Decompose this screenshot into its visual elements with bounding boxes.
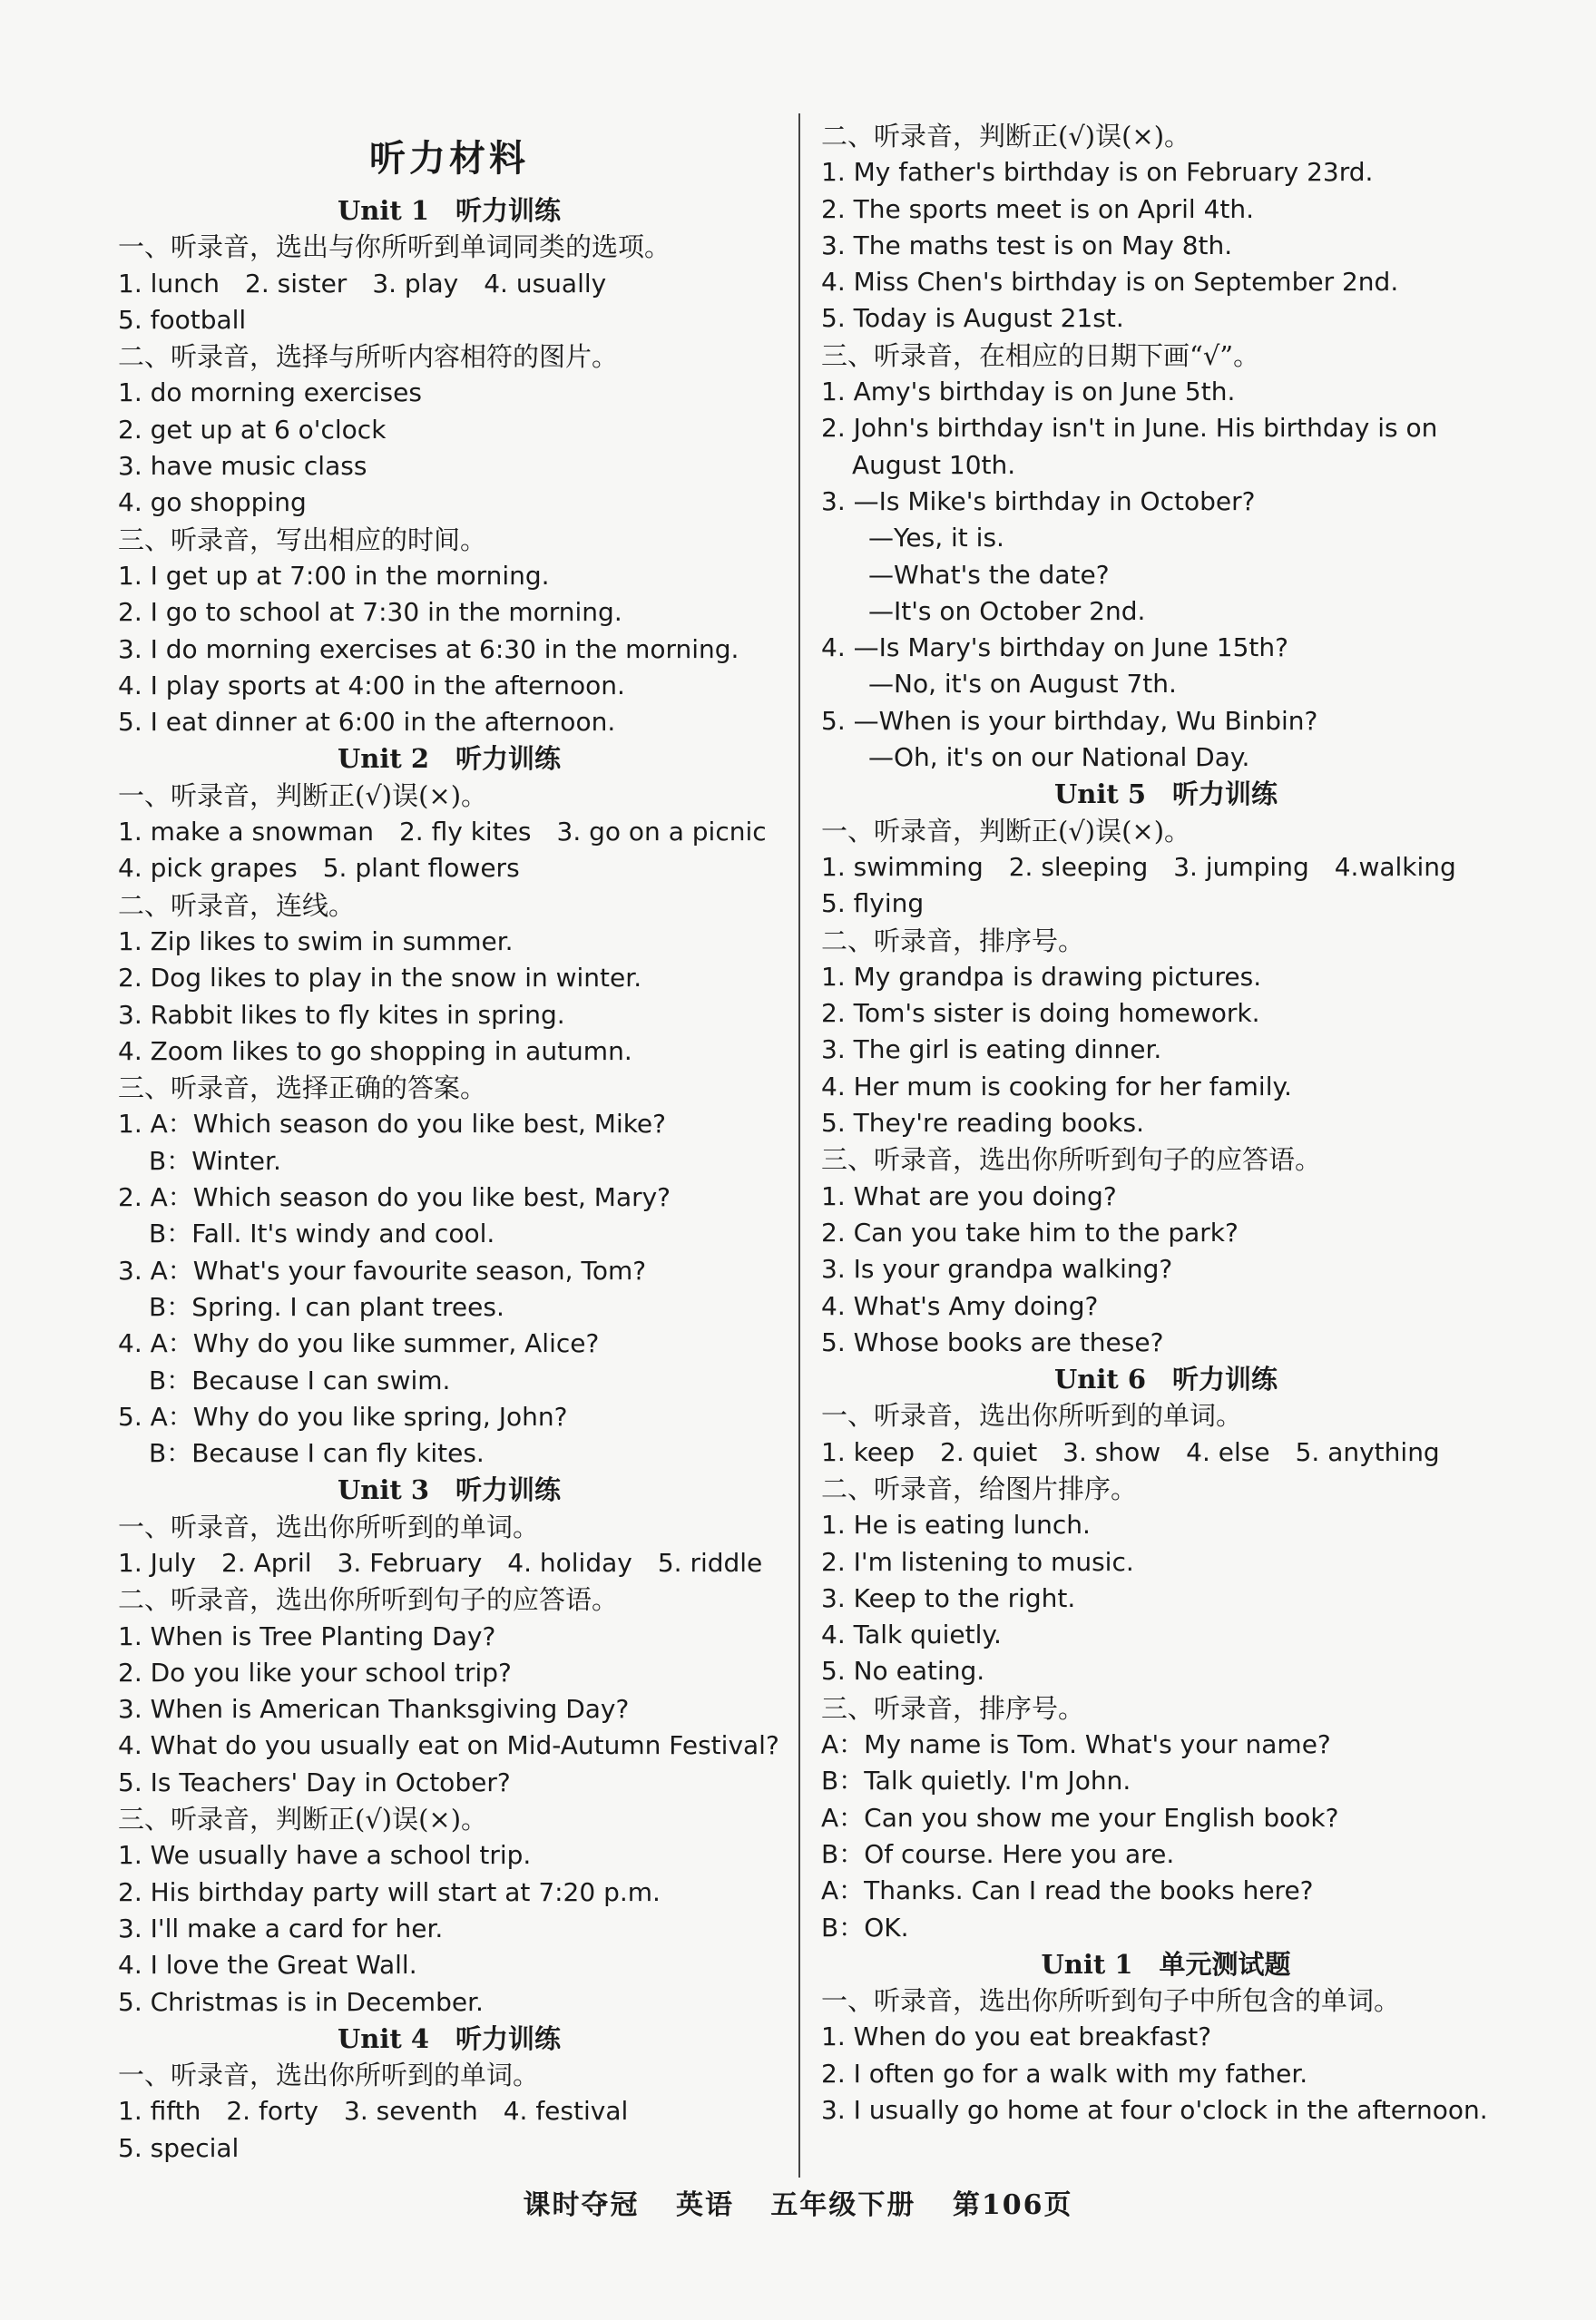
section-instruction: 二、听录音，选择与所听内容相符的图片。 [118, 341, 619, 373]
exercise-line: A：Thanks. Can I read the books here? [821, 1875, 1314, 1906]
exercise-line: 3. I do morning exercises at 6:30 in the morning. [118, 633, 739, 664]
exercise-line: 5. Is Teachers' Day in October? [118, 1767, 511, 1797]
exercise-line: 2. Can you take him to the park? [821, 1217, 1239, 1248]
exercise-line: 4. A：Why do you like summer, Alice? [118, 1328, 600, 1359]
exercise-line: B：Of course. Here you are. [821, 1838, 1175, 1869]
exercise-line: 5. football [118, 304, 247, 335]
exercise-line: B：OK. [821, 1912, 909, 1943]
section-instruction: 一、听录音，判断正(√)误(×)。 [821, 815, 1191, 847]
left-column [118, 127, 780, 2167]
exercise-line: 1. When is Tree Planting Day? [118, 1620, 496, 1651]
dialogue-line: —Oh, it's on our National Day. [868, 742, 1250, 773]
section-instruction: 三、听录音，在相应的日期下画“√”。 [821, 339, 1260, 371]
exercise-line: 4. —Is Mary's birthday on June 15th? [821, 632, 1289, 663]
exercise-line: 3. Keep to the right. [821, 1582, 1076, 1613]
exercise-line: 1. He is eating lunch. [821, 1510, 1091, 1541]
exercise-line: 4. I love the Great Wall. [118, 1950, 417, 1981]
exercise-line: 4. go shopping [118, 487, 307, 518]
section-instruction: 二、听录音，排序号。 [821, 925, 1085, 956]
unit-heading: Unit 3 听力训练 [337, 1474, 562, 1506]
exercise-line: 1. swimming 2. sleeping 3. jumping 4.walking [821, 851, 1456, 882]
dialogue-line: —It's on October 2nd. [868, 595, 1146, 626]
exercise-line: 3. The girl is eating dinner. [821, 1034, 1162, 1065]
exercise-line: 1. make a snowman 2. fly kites 3. go on a picnic [118, 817, 767, 847]
section-instruction: 一、听录音，判断正(√)误(×)。 [118, 779, 488, 811]
column-divider [798, 113, 800, 2178]
section-instruction: 一、听录音，选出你所听到句子中所包含的单词。 [821, 1985, 1401, 2017]
exercise-line-continued: B：Fall. It's windy and cool. [149, 1219, 495, 1249]
exercise-line: 5. Today is August 21st. [821, 303, 1124, 334]
exercise-line: 4. Miss Chen's birthday is on September 2nd. [821, 267, 1399, 298]
exercise-line: A：My name is Tom. What's your name? [821, 1729, 1331, 1760]
section-instruction: 二、听录音，判断正(√)误(×)。 [821, 121, 1191, 152]
exercise-line: 5. No eating. [821, 1656, 985, 1687]
section-instruction: 三、听录音，选出你所听到句子的应答语。 [821, 1144, 1322, 1176]
section-instruction: 二、听录音，选出你所听到句子的应答语。 [118, 1584, 619, 1616]
section-instruction: 一、听录音，选出你所听到的单词。 [118, 2060, 540, 2091]
section-instruction: 一、听录音，选出你所听到的单词。 [821, 1400, 1243, 1432]
unit-heading: Unit 1 听力训练 [337, 195, 562, 226]
page-title: 听力材料 [369, 137, 529, 180]
exercise-line: 4. pick grapes 5. plant flowers [118, 853, 520, 884]
exercise-line: 1. My father's birthday is on February 23rd. [821, 157, 1374, 188]
exercise-line: 1. keep 2. quiet 3. show 4. else 5. anything [821, 1436, 1440, 1467]
exercise-line: 1. do morning exercises [118, 377, 422, 408]
page-footer [0, 2182, 1596, 2222]
exercise-line: 4. Zoom likes to go shopping in autumn. [118, 1035, 632, 1066]
exercise-line: 1. July 2. April 3. February 4. holiday 5. riddle [118, 1547, 763, 1578]
exercise-line-continued: August 10th. [852, 449, 1016, 480]
right-column [821, 118, 1511, 2129]
section-instruction: 三、听录音，写出相应的时间。 [118, 524, 487, 555]
exercise-line: 2. Do you like your school trip? [118, 1657, 512, 1688]
section-instruction: 二、听录音，连线。 [118, 889, 356, 921]
exercise-line: 1. A：Which season do you like best, Mike? [118, 1109, 667, 1140]
exercise-line: 5. flying [821, 888, 925, 919]
exercise-line: 3. A：What's your favourite season, Tom? [118, 1255, 647, 1286]
exercise-line: 2. I often go for a walk with my father. [821, 2058, 1308, 2089]
exercise-line: 5. Christmas is in December. [118, 1986, 484, 2017]
exercise-line: 1. What are you doing? [821, 1180, 1117, 1211]
section-instruction: 一、听录音，选出与你所听到单词同类的选项。 [118, 231, 671, 263]
exercise-line: 1. My grandpa is drawing pictures. [821, 961, 1262, 992]
unit-heading: Unit 2 听力训练 [337, 743, 562, 775]
dialogue-line: —No, it's on August 7th. [868, 669, 1177, 700]
exercise-line: 5. Whose books are these? [821, 1326, 1164, 1357]
exercise-line: 3. I usually go home at four o'clock in the afternoon. [821, 2095, 1488, 2126]
exercise-line: 5. I eat dinner at 6:00 in the afternoon. [118, 707, 616, 738]
exercise-line: 3. When is American Thanksgiving Day? [118, 1694, 630, 1725]
exercise-line: 4. What's Amy doing? [821, 1290, 1099, 1321]
footer-book: 课时夺冠 [523, 2189, 640, 2221]
exercise-line: 2. get up at 6 o'clock [118, 414, 387, 445]
exercise-line: 3. —Is Mike's birthday in October? [821, 485, 1256, 516]
exercise-line: 4. I play sports at 4:00 in the afternoon. [118, 670, 625, 700]
section-instruction: 三、听录音，排序号。 [821, 1692, 1085, 1724]
exercise-line: 1. fifth 2. forty 3. seventh 4. festival [118, 2096, 629, 2127]
section-instruction: 三、听录音，选择正确的答案。 [118, 1072, 487, 1104]
section-instruction: 三、听录音，判断正(√)误(×)。 [118, 1804, 488, 1835]
unit-heading: Unit 1 单元测试题 [1041, 1948, 1291, 1980]
dialogue-line: —Yes, it is. [868, 523, 1004, 553]
unit-heading: Unit 6 听力训练 [1053, 1364, 1278, 1395]
exercise-line: A：Can you show me your English book? [821, 1802, 1339, 1833]
exercise-line: 2. John's birthday isn't in June. His birthday is on [821, 413, 1438, 444]
exercise-line: 1. lunch 2. sister 3. play 4. usually [118, 268, 607, 299]
exercise-line: 2. Tom's sister is doing homework. [821, 998, 1260, 1029]
exercise-line: 3. The maths test is on May 8th. [821, 230, 1233, 260]
dialogue-line: —What's the date? [868, 559, 1110, 590]
exercise-line-continued: B：Spring. I can plant trees. [149, 1291, 504, 1322]
exercise-line: 5. special [118, 2132, 240, 2163]
exercise-line: 3. have music class [118, 451, 367, 482]
exercise-line-continued: B：Winter. [149, 1145, 281, 1176]
exercise-line: 3. I'll make a card for her. [118, 1913, 444, 1943]
exercise-line: 1. Amy's birthday is on June 5th. [821, 377, 1236, 407]
exercise-line: 4. Her mum is cooking for her family. [821, 1071, 1292, 1101]
section-instruction: 二、听录音，给图片排序。 [821, 1473, 1138, 1504]
exercise-line: B：Talk quietly. I'm John. [821, 1766, 1131, 1796]
exercise-line: 4. Talk quietly. [821, 1620, 1002, 1650]
exercise-line: 2. The sports meet is on April 4th. [821, 193, 1255, 224]
exercise-line: 1. When do you eat breakfast? [821, 2021, 1212, 2052]
footer-grade: 五年级下册 [770, 2189, 916, 2221]
exercise-line: 1. Zip likes to swim in summer. [118, 925, 514, 956]
footer-page-number: 第106页 [952, 2189, 1073, 2221]
exercise-line: 5. —When is your birthday, Wu Binbin? [821, 705, 1318, 736]
exercise-line: 3. Rabbit likes to fly kites in spring. [118, 999, 565, 1030]
exercise-line: 5. They're reading books. [821, 1108, 1144, 1139]
exercise-line-continued: B：Because I can swim. [149, 1365, 451, 1395]
exercise-line: 2. His birthday party will start at 7:20 p.m. [118, 1876, 661, 1907]
unit-heading: Unit 4 听力训练 [337, 2022, 562, 2054]
unit-heading: Unit 5 听力训练 [1053, 778, 1278, 810]
exercise-line: 2. Dog likes to play in the snow in winter. [118, 963, 642, 994]
exercise-line: 2. I go to school at 7:30 in the morning. [118, 597, 622, 628]
exercise-line: 3. Is your grandpa walking? [821, 1254, 1173, 1285]
exercise-line: 1. I get up at 7:00 in the morning. [118, 560, 550, 591]
exercise-line: 1. We usually have a school trip. [118, 1840, 532, 1871]
exercise-line: 4. What do you usually eat on Mid-Autumn Festival? [118, 1730, 779, 1761]
section-instruction: 一、听录音，选出你所听到的单词。 [118, 1511, 540, 1542]
exercise-line-continued: B：Because I can fly kites. [149, 1438, 485, 1469]
footer-subject: 英语 [675, 2189, 734, 2221]
exercise-line: 2. A：Which season do you like best, Mary? [118, 1182, 671, 1213]
exercise-line: 5. A：Why do you like spring, John? [118, 1401, 568, 1432]
exercise-line: 2. I'm listening to music. [821, 1546, 1134, 1577]
